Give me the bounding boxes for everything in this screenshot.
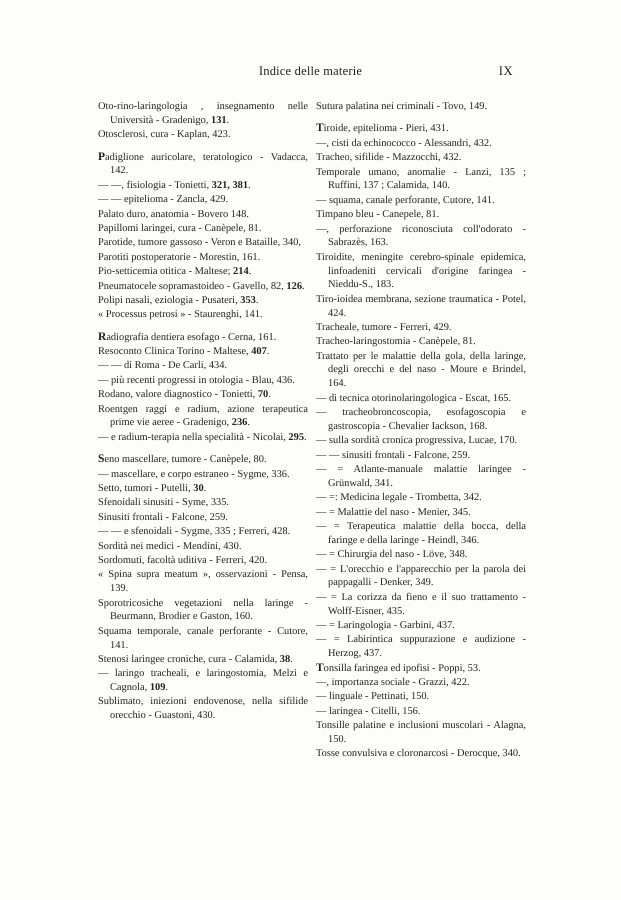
entry-text: Parotide, tumore gassoso - Veron e Bataille, 340, — [98, 237, 301, 249]
entry-page-ref-bold: 407 — [251, 346, 267, 358]
entry-text: — = Atlante-manuale malattie laringee - Grünwald, 341. — [316, 464, 526, 489]
index-entry — [98, 151, 308, 179]
index-entry — [98, 695, 308, 723]
index-entry — [316, 719, 526, 747]
entry-text: Tiroidite, meningite cerebro-spinale epidemica, linfoadeniti cervicali d'origine faringea - Nieddu-S., 183. — [316, 251, 526, 291]
index-entry — [98, 597, 308, 625]
entry-text: Temporale umano, anomalie - Lanzi, 135 ; Ruffini, 137 ; Calamida, 140. — [316, 166, 526, 192]
index-entry — [98, 403, 308, 431]
index-entry — [316, 690, 526, 704]
index-entry — [316, 491, 526, 505]
index-entry — [98, 554, 308, 568]
entry-page-ref-bold: 70 — [257, 389, 269, 401]
running-title: Indice delle materie — [258, 64, 363, 78]
index-entry — [98, 193, 308, 207]
entry-text: Resoconto Clinica Torino - Maltese, — [98, 346, 252, 358]
entry-page-ref-bold: 109 — [149, 682, 166, 694]
entry-suffix: . — [266, 346, 270, 358]
index-entry — [316, 251, 526, 292]
entry-text: —, cisti da echinococco - Alessandri, 432. — [316, 137, 492, 149]
index-entry — [98, 525, 308, 539]
index-entry — [316, 619, 526, 633]
index-entry — [98, 667, 308, 695]
index-entry — [316, 520, 526, 548]
section-gap — [98, 445, 308, 453]
entry-suffix: . — [248, 266, 252, 278]
entry-text: Roentgen raggi e radium, azione terapeutica prime vie aeree - Gradenigo, — [98, 403, 308, 429]
entry-text: —, perforazione riconosciuta coll'odorato - Sabrazès, 163. — [316, 223, 526, 249]
entry-suffix: . — [268, 389, 271, 401]
entry-text: Tracheale, tumore - Ferreri, 429. — [316, 321, 452, 333]
entry-text: Radiografia dentiera esofago - Cerna, 161. — [98, 330, 277, 343]
entry-text: Trattato per le malattie della gola, della laringe, degli orecchi e del naso - Moure e Brindel, 164. — [316, 350, 526, 390]
entry-text: Tonsilla faringea ed ipofisi - Poppi, 53. — [316, 661, 481, 674]
entry-page-ref-bold: 321, 381 — [211, 179, 249, 191]
entry-suffix: . — [247, 417, 250, 429]
index-entry — [316, 122, 526, 136]
entry-suffix: . — [248, 179, 251, 191]
index-entry — [98, 236, 308, 250]
entry-text: — — di Roma - De Carli, 434. — [98, 360, 228, 372]
entry-suffix: . — [226, 114, 230, 126]
entry-text: Sinusiti frontali - Falcone, 259. — [98, 511, 228, 523]
entry-page-ref-bold: 126 — [286, 280, 303, 292]
entry-suffix: . — [165, 682, 169, 694]
index-entry — [98, 374, 308, 388]
index-entry — [316, 321, 526, 335]
index-entry — [98, 280, 308, 294]
index-column-left — [98, 100, 308, 724]
index-entry — [316, 434, 526, 448]
entry-text: Oto-rino-laringologia , insegnamento nelle Università - Gradenigo, — [98, 101, 308, 126]
index-entry — [98, 496, 308, 510]
entry-text: Papillomi laringei, cura - Canèpele, 81. — [98, 222, 262, 234]
index-entry — [98, 331, 308, 345]
entry-page-ref-bold: 30 — [193, 482, 204, 494]
entry-text: Setto, tumori - Putelli, — [98, 482, 194, 494]
index-entry — [98, 208, 308, 222]
index-entry — [98, 308, 308, 322]
section-initial: P — [98, 150, 106, 163]
entry-text: — laringo tracheali, e laringostomia, Melzi e Cagnola, — [98, 668, 308, 694]
index-entry — [316, 662, 526, 676]
entry-text: — — sinusiti frontali - Falcone, 259. — [316, 449, 471, 461]
entry-text: — squama, canale perforante, Cutore, 141. — [316, 194, 495, 206]
index-column-right — [316, 100, 526, 762]
index-entry — [316, 506, 526, 520]
entry-text: — —, fisiologia - Tonietti, — [98, 179, 212, 191]
entry-text: Tracheo, sifilide - Mazzocchi, 432. — [316, 152, 462, 164]
section-gap — [316, 114, 526, 122]
index-entry — [316, 747, 526, 761]
index-entry — [98, 265, 308, 279]
entry-text: Pneumatocele sopramastoideo - Gavello, 82, — [98, 280, 287, 292]
entry-suffix: . — [203, 482, 207, 494]
index-entry — [98, 453, 308, 467]
index-entry — [98, 468, 308, 482]
entry-text: —, importanza sociale - Grazzi, 422. — [316, 676, 470, 688]
index-entry — [98, 345, 308, 359]
entry-text: Tosse convulsiva e cloronarcosi - Derocque, 340. — [316, 748, 521, 760]
entry-suffix: . — [302, 280, 305, 292]
index-entry — [316, 100, 526, 114]
entry-text: — = La corizza da fieno e il suo trattamento - Wolff-Eisner, 435. — [316, 591, 526, 617]
section-gap — [98, 143, 308, 151]
index-entry — [316, 463, 526, 491]
entry-text: — =: Medicina legale - Trombetta, 342. — [316, 492, 482, 504]
index-entry — [316, 335, 526, 349]
index-entry — [316, 392, 526, 406]
index-entry — [98, 511, 308, 525]
entry-text: Otosclerosi, cura - Kaplan, 423. — [98, 129, 231, 141]
entry-page-ref-bold: 236 — [231, 417, 248, 429]
index-entry — [316, 563, 526, 591]
entry-text: — sulla sordità cronica progressiva, Lucae, 170. — [316, 435, 518, 447]
index-entry — [98, 482, 308, 496]
index-entry — [98, 540, 308, 554]
entry-text: Stenosi laringee croniche, cura - Calamida, — [98, 653, 280, 665]
entry-suffix: . — [255, 294, 259, 306]
index-entry — [316, 449, 526, 463]
index-entry — [98, 179, 308, 193]
entry-text: Tonsille palatine e inclusioni muscolari - Alagna, 150. — [316, 720, 526, 745]
index-entry — [316, 676, 526, 690]
index-entry — [316, 166, 526, 194]
index-entry — [316, 350, 526, 391]
index-entry — [316, 591, 526, 619]
entry-text: — = Malattie del naso - Menier, 345. — [316, 506, 471, 518]
section-initial: S — [98, 453, 105, 466]
entry-text: Polipi nasali, eziologia - Pusateri, — [98, 294, 241, 306]
entry-page-ref-bold: 353 — [240, 294, 256, 306]
entry-page-ref-bold: 38 — [279, 653, 291, 665]
index-entry — [316, 705, 526, 719]
entry-text: — mascellare, e corpo estraneo - Sygme, 336. — [98, 468, 290, 480]
index-entry — [98, 568, 308, 596]
index-entry — [316, 406, 526, 434]
entry-text: Tiroide, epitelioma - Pieri, 431. — [316, 122, 449, 135]
entry-text: — linguale - Pettinati, 150. — [316, 691, 430, 703]
index-entry — [98, 653, 308, 667]
index-entry — [98, 100, 308, 128]
entry-suffix: . — [290, 653, 293, 665]
index-entry — [98, 251, 308, 265]
entry-suffix: . — [304, 431, 307, 443]
index-entry — [98, 388, 308, 402]
entry-text: — laringea - Citelli, 156. — [316, 705, 421, 717]
entry-text: Padiglione auricolare, teratologico - Vadacca, 142. — [98, 150, 308, 177]
entry-text: — di tecnica otorinolaringologica - Escat, 165. — [316, 392, 512, 404]
entry-text: Squama temporale, canale perforante - Cutore, 141. — [98, 625, 308, 651]
index-entry — [316, 293, 526, 321]
entry-text: « Processus petrosi » - Staurenghi, 141. — [98, 309, 263, 321]
index-entry — [98, 294, 308, 308]
entry-text: Sordomuti, facoltà uditiva - Ferreri, 420. — [98, 554, 268, 566]
entry-page-ref-bold: 295 — [288, 431, 305, 443]
section-initial: T — [316, 661, 324, 674]
entry-text: — — e sfenoidali - Sygme, 335 ; Ferreri, 428. — [98, 526, 291, 538]
entry-text: Parotiti postoperatorie - Morestin, 161. — [98, 251, 261, 263]
entry-text: — più recenti progressi in otologia - Blau, 436. — [98, 374, 295, 386]
entry-page-ref-bold: 131 — [211, 114, 227, 126]
entry-page-ref-bold: 214 — [233, 266, 249, 278]
index-entry — [98, 128, 308, 142]
index-entry — [316, 151, 526, 165]
entry-text: Tiro-ioidea membrana, sezione traumatica - Potel, 424. — [316, 293, 526, 319]
entry-text: — tracheobroncoscopia, esofagoscopia e gastroscopia - Chevalier Iackson, 168. — [316, 407, 526, 432]
entry-text: — = L'orecchio e l'apparecchio per la parola dei pappagalli - Denker, 349. — [316, 563, 526, 589]
entry-text: « Spina supra meatum », osservazioni - Pensa, 139. — [98, 569, 308, 595]
entry-text: Sordità nei medici - Mendini, 430. — [98, 540, 242, 552]
section-gap — [98, 323, 308, 331]
index-entry — [316, 137, 526, 151]
index-entry — [98, 625, 308, 653]
section-initial: T — [316, 122, 324, 135]
section-initial: R — [98, 330, 107, 343]
entry-text: Sfenoidali sinusiti - Syme, 335. — [98, 497, 230, 509]
index-entry — [316, 548, 526, 562]
entry-text: Pio-setticemia otitica - Maltese; — [98, 266, 234, 278]
entry-text: Sporotricosiche vegetazioni nella laringe - Beurmann, Brodier e Gaston, 160. — [98, 597, 308, 623]
entry-text: — = Labirintica suppurazione e audizione - Herzog, 437. — [316, 634, 526, 660]
entry-text: Tracheo-laringostomia - Canèpele, 81. — [316, 336, 476, 348]
entry-text: Sutura palatina nei criminali - Tovo, 149. — [316, 101, 488, 112]
entry-text: — = Chirurgia del naso - Löve, 348. — [316, 549, 468, 561]
entry-text: Seno mascellare, tumore - Canèpele, 80. — [98, 453, 267, 466]
entry-text: — = Laringologia - Garbini, 437. — [316, 619, 455, 631]
page-number: IX — [498, 64, 513, 78]
entry-text: — = Terapeutica malattie della bocca, della faringe e della laringe - Heindl, 346. — [316, 520, 526, 546]
entry-text: Rodano, valore diagnostico - Tonietti, — [98, 389, 258, 401]
index-entry — [316, 223, 526, 251]
index-entry — [98, 359, 308, 373]
entry-text: Palato duro, anatomia - Bovero 148. — [98, 208, 249, 220]
index-entry — [98, 222, 308, 236]
index-entry — [316, 208, 526, 222]
page-header — [0, 64, 621, 82]
index-entry — [316, 194, 526, 208]
index-entry — [316, 633, 526, 661]
index-entry — [98, 431, 308, 445]
entry-text: Timpano bleu - Canepele, 81. — [316, 209, 440, 221]
entry-text: — e radium-terapia nella specialità - Nicolai, — [98, 431, 289, 443]
entry-text: Sublimato, iniezioni endovenose, nella sifilide orecchio - Guastoni, 430. — [98, 696, 308, 722]
entry-text: — — epitelioma - Zancla, 429. — [98, 194, 229, 206]
